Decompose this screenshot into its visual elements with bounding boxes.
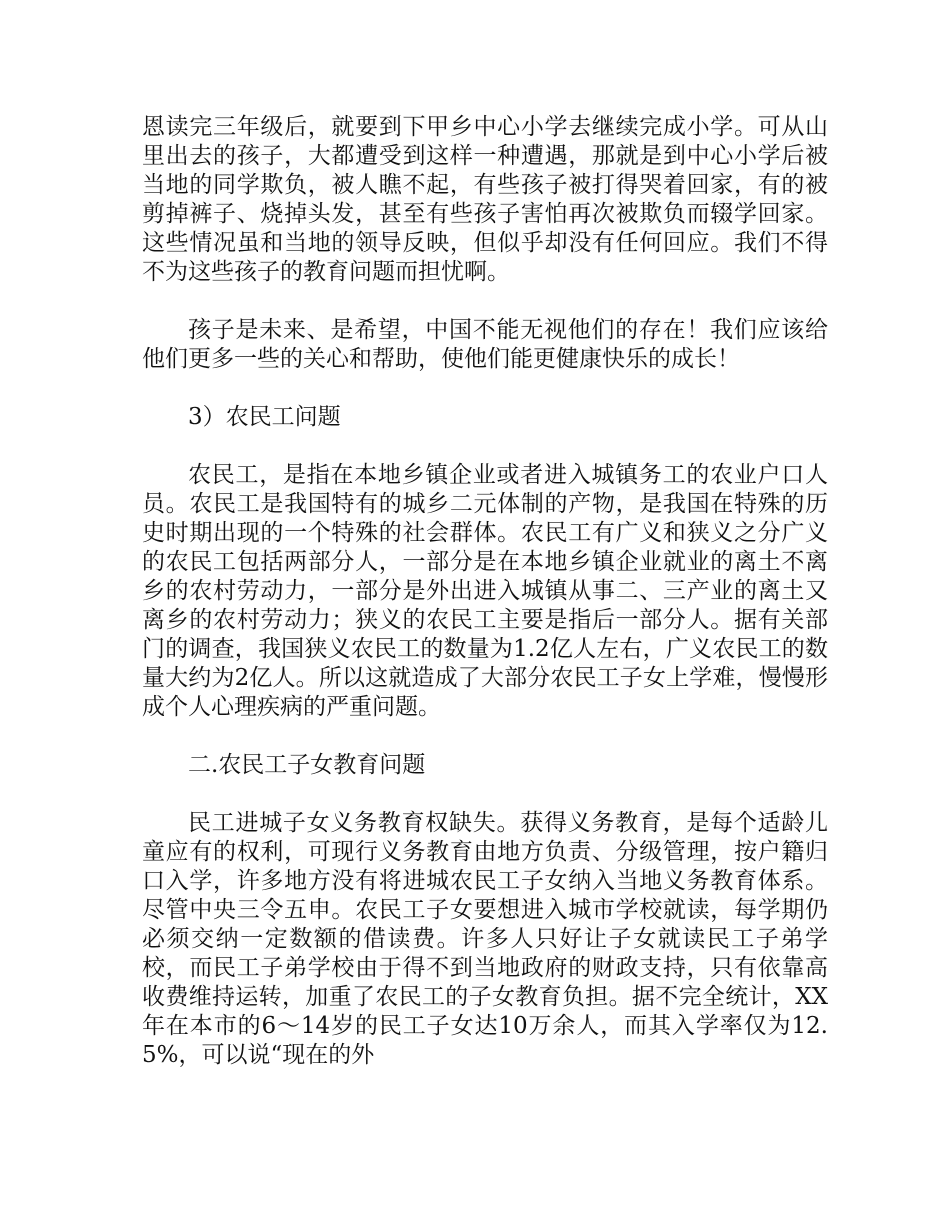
paragraph-1: 恩读完三年级后，就要到下甲乡中心小学去继续完成小学。可从山里出去的孩子，大都遭受到这样一种遭遇，那就是到中心小学后被当地的同学欺负，被人瞧不起，有些孩子被打得哭着回家，有的被剪掉裤子、烧掉头发，甚至有些孩子害怕再次被欺负而辍学回家。这些情况虽和当地的领导反映，但似乎却没有任何回应。我们不得不为这些孩子的教育问题而担忧啊。 — [142, 114, 828, 285]
paragraph-4: 民工进城子女义务教育权缺失。获得义务教育，是每个适龄儿童应有的权利，可现行义务教育由地方负责、分级管理，按户籍归口入学，许多地方没有将进城农民工子女纳入当地义务教育体系。尽管中央三令五申。农民工子女要想进入城市学校就读，每学期仍必须交纳一定数额的借读费。许多人只好让子女就读民工子弟学校，而民工子弟学校由于得不到当地政府的财政支持，只有依靠高收费维持运转，加重了农民工的子女教育负担。据不完全统计，XX年在本市的6～14岁的民工子女达10万余人，而其入学率仅为12.5%，可以说“现在的外 — [142, 810, 828, 1068]
paragraph-3: 农民工，是指在本地乡镇企业或者进入城镇务工的农业户口人员。农民工是我国特有的城乡二元体制的产物，是我国在特殊的历史时期出现的一个特殊的社会群体。农民工有广义和狭义之分广义的农民工包括两部分人，一部分是在本地乡镇企业就业的离土不离乡的农村劳动力，一部分是外出进入城镇从事二、三产业的离土又离乡的农村劳动力；狭义的农民工主要是指后一部分人。据有关部门的调查，我国狭义农民工的数量为1.2亿人左右，广义农民工的数量大约为2亿人。所以这就造成了大部分农民工子女上学难，慢慢形成个人心理疾病的严重问题。 — [142, 462, 828, 720]
section-heading-children-education: 二.农民工子女教育问题 — [188, 752, 426, 778]
section-heading-migrant-workers: 3）农民工问题 — [188, 404, 341, 430]
paragraph-2: 孩子是未来、是希望，中国不能无视他们的存在！我们应该给他们更多一些的关心和帮助，使他们能更健康快乐的成长！ — [142, 317, 828, 372]
document-body — [142, 113, 828, 1099]
